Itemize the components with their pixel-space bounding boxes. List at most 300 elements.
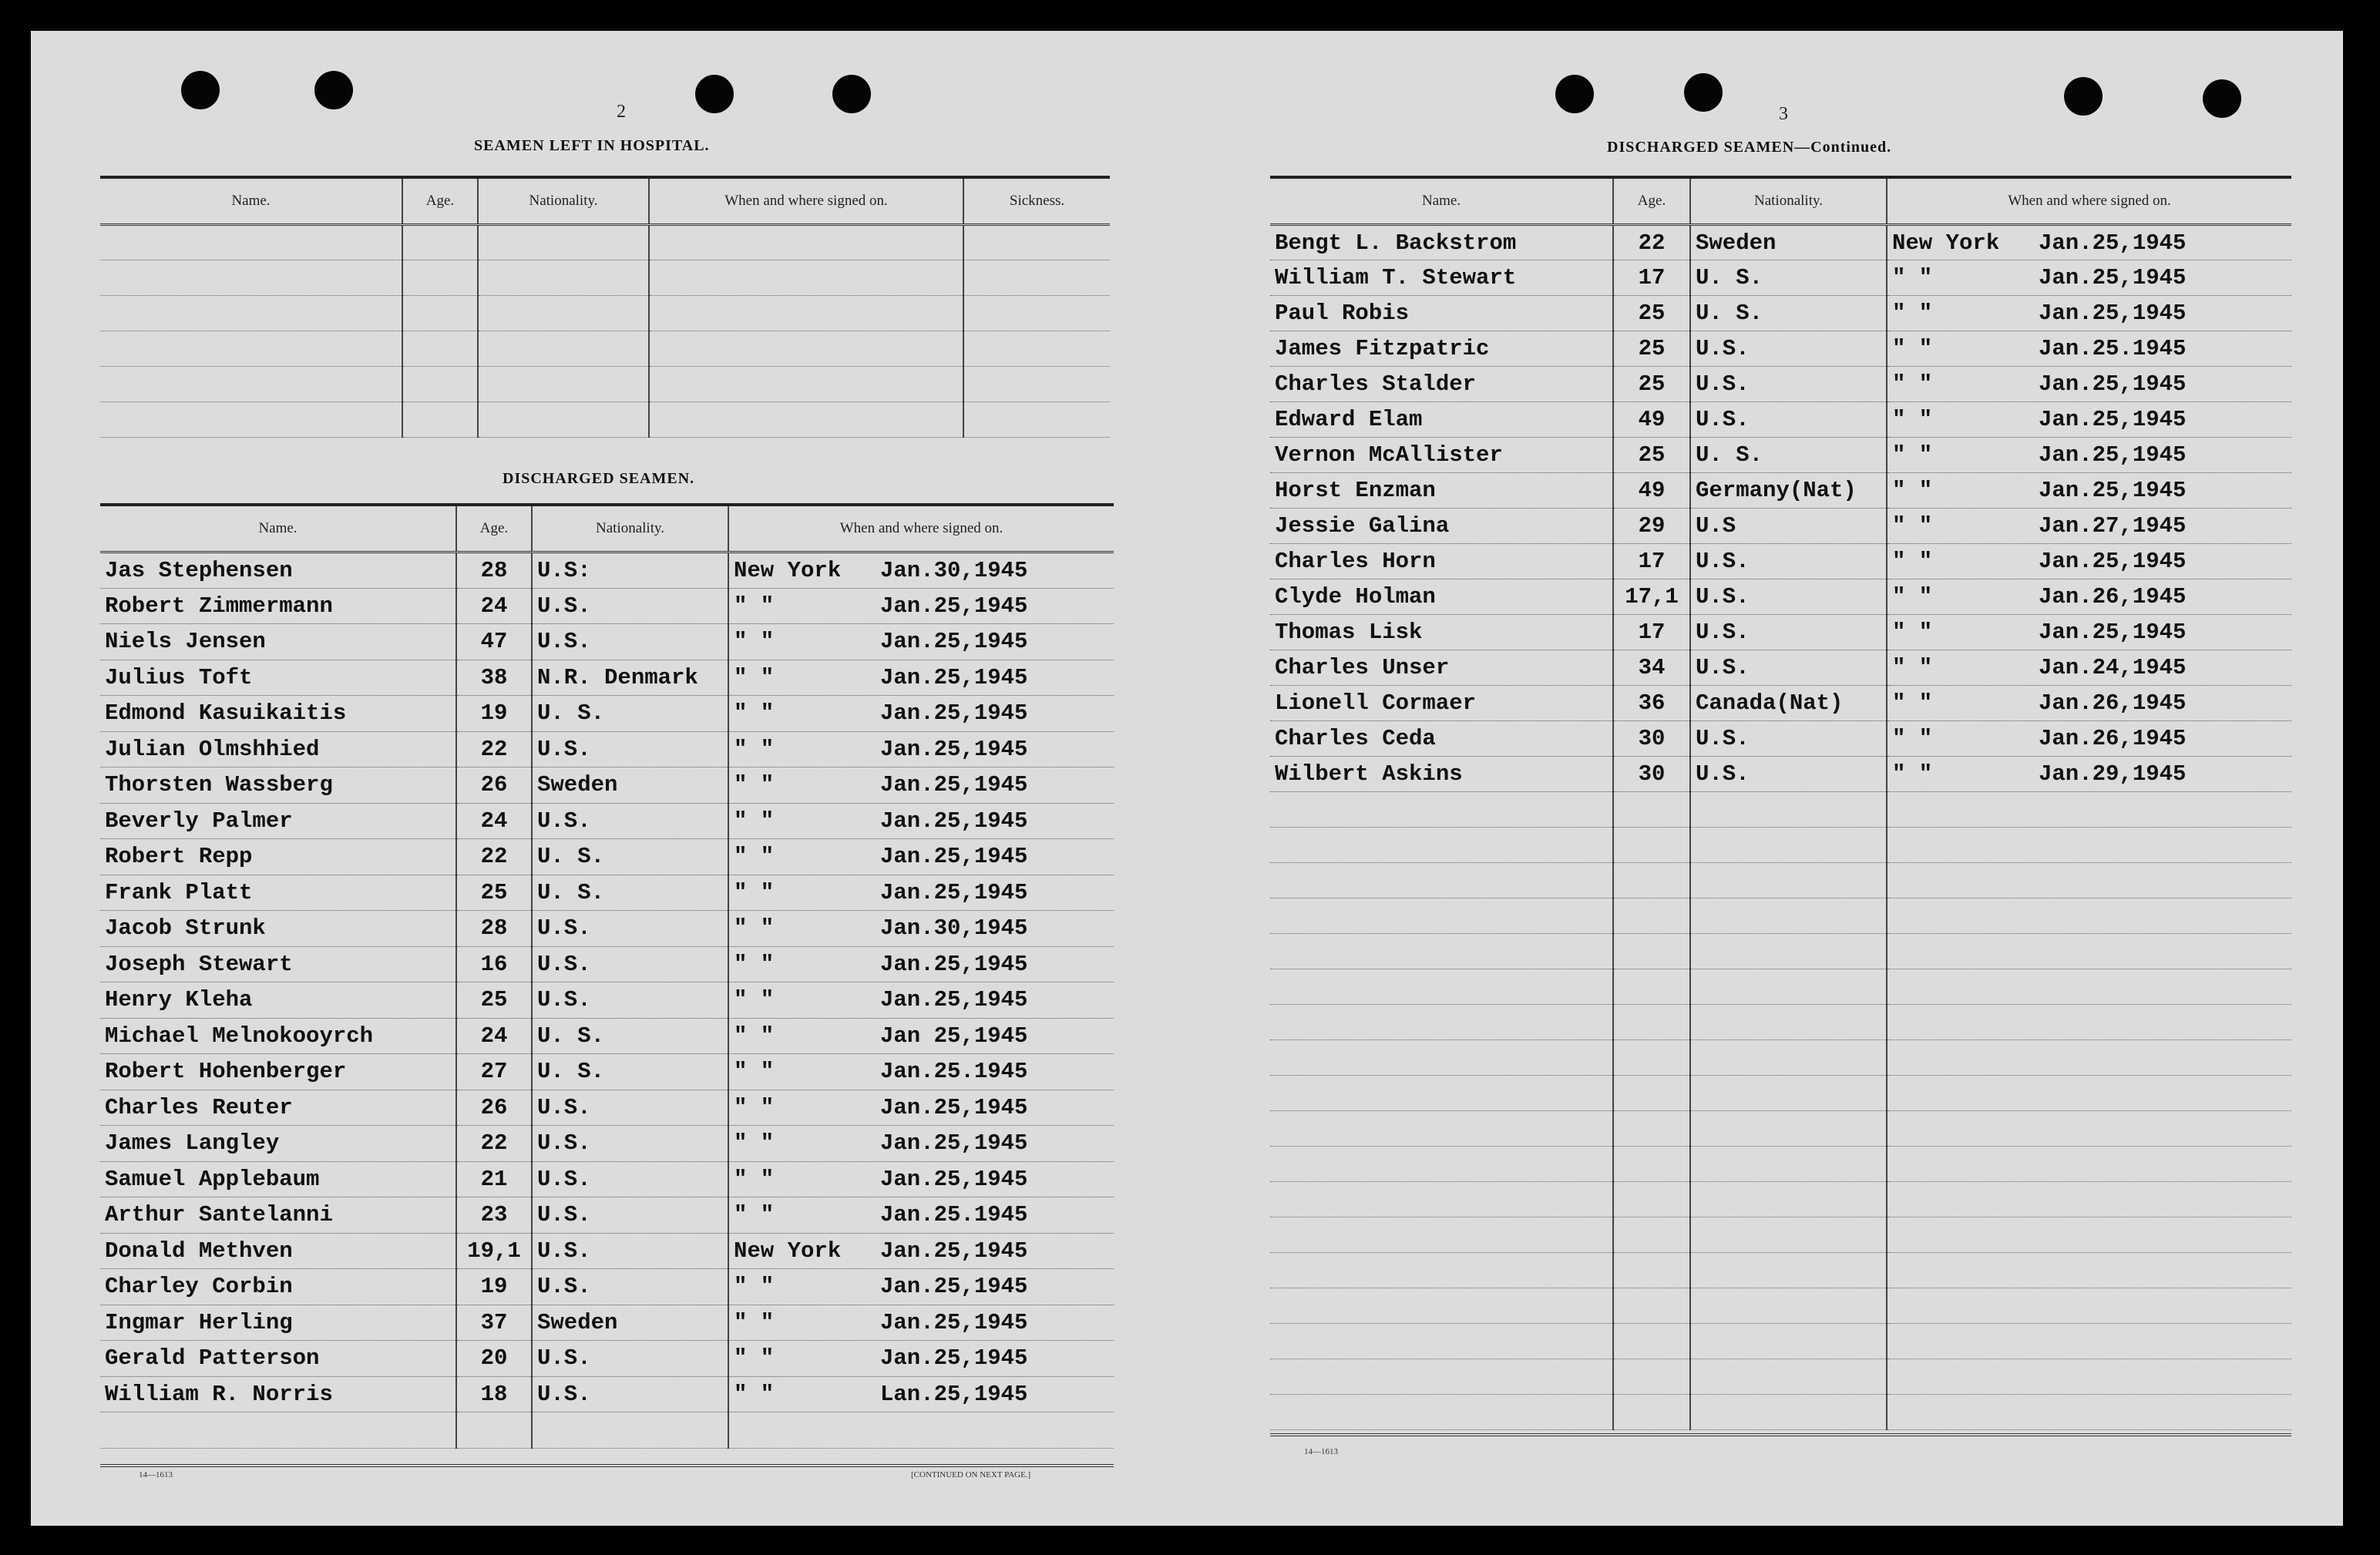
seaman-age: 22 [456, 839, 532, 875]
seaman-nationality: U. S. [532, 696, 728, 732]
discharged-continued-title: DISCHARGED SEAMEN—Continued. [1607, 139, 1892, 156]
signed-on-cell [1887, 438, 2291, 473]
signed-on-date: Jan.25,1945 [2039, 230, 2187, 256]
seaman-nationality: U.S. [1690, 331, 1887, 367]
empty-cell [100, 402, 402, 438]
empty-cell [1270, 828, 1613, 863]
signed-on-cell [728, 1197, 1114, 1234]
empty-cell [456, 1412, 532, 1449]
seaman-name: James Fitzpatric [1270, 331, 1613, 367]
seaman-nationality: U.S. [532, 1161, 728, 1197]
signed-on-place: " " [1892, 478, 1933, 503]
col-header-nationality: Nationality. [478, 177, 649, 225]
table-row [1270, 579, 2291, 615]
empty-cell [100, 225, 402, 260]
empty-cell [1613, 969, 1690, 1005]
seaman-name: Joseph Stewart [100, 946, 456, 982]
seaman-name: Horst Enzman [1270, 473, 1613, 509]
empty-cell [1270, 934, 1613, 969]
form-number-right: 14—1613 [1304, 1447, 1338, 1456]
seaman-name: Henry Kleha [100, 982, 456, 1019]
seaman-nationality: U.S. [532, 946, 728, 982]
seaman-nationality: U. S. [532, 1018, 728, 1054]
seaman-nationality: U. S. [532, 839, 728, 875]
empty-cell [1270, 1217, 1613, 1253]
signed-on-date: Jan.30,1945 [880, 915, 1028, 942]
seaman-nationality: U.S. [532, 1126, 728, 1162]
seaman-nationality: Germany(Nat) [1690, 473, 1887, 509]
seaman-nationality: Sweden [532, 767, 728, 804]
empty-row [1270, 1076, 2291, 1111]
empty-cell [1690, 1076, 1887, 1111]
seaman-nationality: U.S. [532, 588, 728, 624]
empty-cell [649, 260, 963, 296]
empty-cell [1613, 1217, 1690, 1253]
signed-on-cell [1887, 509, 2291, 544]
seaman-age: 26 [456, 767, 532, 804]
empty-cell [1690, 792, 1887, 828]
table-row [100, 767, 1114, 804]
table-row [1270, 260, 2291, 296]
signed-on-place: " " [1892, 620, 1933, 645]
signed-on-place: " " [734, 700, 775, 727]
signed-on-cell [1887, 402, 2291, 438]
empty-cell [532, 1412, 728, 1449]
empty-cell [1613, 1111, 1690, 1147]
signed-on-cell [728, 696, 1114, 732]
signed-on-place: " " [734, 987, 775, 1013]
seaman-age: 17 [1613, 260, 1690, 296]
seaman-nationality: U.S. [1690, 544, 1887, 579]
empty-cell [1887, 1324, 2291, 1359]
empty-cell [1613, 1147, 1690, 1182]
signed-on-cell [728, 1376, 1114, 1412]
empty-cell [1690, 1111, 1887, 1147]
seaman-age: 17 [1613, 544, 1690, 579]
empty-cell [1887, 969, 2291, 1005]
signed-on-place: " " [1892, 655, 1933, 680]
form-number-left: 14—1613 [139, 1470, 173, 1479]
seaman-name: Robert Hohenberger [100, 1054, 456, 1090]
empty-cell [1270, 1395, 1613, 1430]
signed-on-place: New York [734, 557, 842, 583]
empty-cell [649, 331, 963, 367]
empty-cell [728, 1412, 1114, 1449]
seaman-nationality: U.S. [532, 624, 728, 660]
empty-cell [1270, 863, 1613, 898]
seaman-nationality: U.S. [532, 1090, 728, 1126]
signed-on-date: Jan.25,1945 [880, 1274, 1028, 1300]
signed-on-cell [728, 588, 1114, 624]
signed-on-cell [728, 839, 1114, 875]
seaman-nationality: U.S. [532, 911, 728, 947]
seaman-nationality: U.S. [532, 1376, 728, 1412]
signed-on-cell [1887, 473, 2291, 509]
seaman-name: Charles Reuter [100, 1090, 456, 1126]
signed-on-date: Jan.25,1945 [2039, 301, 2187, 326]
empty-cell [1887, 898, 2291, 934]
bottom-rule-right [1270, 1433, 2291, 1436]
signed-on-cell [1887, 686, 2291, 721]
seaman-age: 49 [1613, 402, 1690, 438]
empty-cell [1270, 792, 1613, 828]
empty-cell [1887, 1040, 2291, 1076]
bottom-rule-left [100, 1464, 1114, 1467]
seaman-name: Jas Stephensen [100, 552, 456, 589]
signed-on-date: Jan.25,1945 [880, 1166, 1028, 1192]
seaman-nationality: U.S. [532, 731, 728, 767]
empty-cell [478, 225, 649, 260]
empty-cell [1887, 1253, 2291, 1288]
seaman-nationality: U.S: [532, 552, 728, 589]
seaman-nationality: U.S. [1690, 650, 1887, 686]
seaman-name: Charles Horn [1270, 544, 1613, 579]
empty-cell [649, 367, 963, 402]
page-number-right: 3 [1779, 104, 1788, 124]
empty-cell [1690, 1395, 1887, 1430]
empty-cell [1270, 1111, 1613, 1147]
table-row [100, 1054, 1114, 1090]
page-number-left: 2 [617, 102, 626, 122]
seaman-nationality: U.S. [1690, 402, 1887, 438]
signed-on-date: Jan.25,1945 [2039, 371, 2187, 397]
seaman-nationality: Sweden [532, 1305, 728, 1341]
signed-on-place: " " [734, 1274, 775, 1300]
signed-on-cell [1887, 615, 2291, 650]
seaman-age: 24 [456, 1018, 532, 1054]
seaman-name: Wilbert Askins [1270, 757, 1613, 792]
empty-cell [1270, 1040, 1613, 1076]
signed-on-date: Jan.25,1945 [880, 772, 1028, 798]
table-row [100, 1233, 1114, 1269]
empty-cell [649, 402, 963, 438]
signed-on-date: Jan.25,1945 [880, 1094, 1028, 1120]
signed-on-place: " " [734, 1166, 775, 1192]
signed-on-place: " " [734, 1202, 775, 1228]
seaman-age: 25 [1613, 367, 1690, 402]
table-row [100, 660, 1114, 696]
empty-cell [1613, 1040, 1690, 1076]
signed-on-date: Jan.25.1945 [880, 1202, 1028, 1228]
seaman-name: Edward Elam [1270, 402, 1613, 438]
punch-hole [2064, 77, 2103, 116]
table-row [1270, 544, 2291, 579]
signed-on-date: Jan.25,1945 [880, 1238, 1028, 1264]
empty-row [1270, 1005, 2291, 1040]
table-row [100, 1161, 1114, 1197]
signed-on-cell [728, 946, 1114, 982]
signed-on-place: " " [1892, 371, 1933, 397]
seaman-name: William T. Stewart [1270, 260, 1613, 296]
signed-on-cell [728, 982, 1114, 1019]
empty-cell [649, 296, 963, 331]
discharged-table-right [1270, 176, 2291, 1430]
empty-cell [1613, 934, 1690, 969]
seaman-age: 49 [1613, 473, 1690, 509]
signed-on-place: " " [1892, 407, 1933, 432]
seaman-name: Jacob Strunk [100, 911, 456, 947]
seaman-name: Charles Stalder [1270, 367, 1613, 402]
punch-hole [314, 71, 353, 109]
seaman-age: 37 [456, 1305, 532, 1341]
signed-on-place: " " [734, 1345, 775, 1372]
signed-on-cell [1887, 260, 2291, 296]
seaman-nationality: U.S. [532, 982, 728, 1019]
empty-cell [1690, 969, 1887, 1005]
empty-cell [1613, 1395, 1690, 1430]
seaman-name: Beverly Palmer [100, 803, 456, 839]
seaman-nationality: U.S. [532, 1341, 728, 1377]
seaman-name: Samuel Applebaum [100, 1161, 456, 1197]
empty-row [1270, 1182, 2291, 1217]
empty-cell [478, 296, 649, 331]
col-header-name: Name. [100, 177, 402, 225]
empty-cell [100, 296, 402, 331]
seaman-age: 23 [456, 1197, 532, 1234]
empty-cell [963, 225, 1110, 260]
empty-cell [1270, 1182, 1613, 1217]
signed-on-date: Jan.25,1945 [880, 664, 1028, 690]
empty-cell [1270, 1324, 1613, 1359]
discharged-section-title: DISCHARGED SEAMEN. [503, 470, 695, 487]
empty-cell [1270, 1359, 1613, 1395]
table-row [1270, 615, 2291, 650]
empty-row [1270, 1217, 2291, 1253]
empty-row [100, 260, 1110, 296]
signed-on-date: Jan.26,1945 [2039, 690, 2187, 716]
signed-on-cell [728, 552, 1114, 589]
signed-on-cell [728, 767, 1114, 804]
empty-cell [1887, 792, 2291, 828]
seaman-name: Charley Corbin [100, 1269, 456, 1305]
seaman-nationality: Sweden [1690, 225, 1887, 260]
seaman-name: Gerald Patterson [100, 1341, 456, 1377]
empty-cell [1690, 1005, 1887, 1040]
empty-cell [402, 260, 478, 296]
signed-on-date: Jan.25,1945 [880, 700, 1028, 727]
table-row [1270, 509, 2291, 544]
signed-on-cell [728, 1126, 1114, 1162]
empty-cell [1270, 1288, 1613, 1324]
signed-on-date: Jan.27,1945 [2039, 513, 2187, 539]
punch-hole [2203, 79, 2241, 118]
empty-cell [1613, 863, 1690, 898]
seaman-name: Edmond Kasuikaitis [100, 696, 456, 732]
signed-on-place: " " [734, 808, 775, 834]
seaman-nationality: U. S. [1690, 260, 1887, 296]
signed-on-place: New York [1892, 230, 2000, 256]
table-row [100, 982, 1114, 1019]
signed-on-cell [728, 803, 1114, 839]
empty-cell [1613, 1253, 1690, 1288]
empty-cell [402, 331, 478, 367]
empty-cell [1613, 1182, 1690, 1217]
empty-cell [1270, 1147, 1613, 1182]
signed-on-cell [1887, 721, 2291, 757]
empty-cell [478, 260, 649, 296]
seaman-age: 21 [456, 1161, 532, 1197]
seaman-name: Charles Ceda [1270, 721, 1613, 757]
empty-cell [1887, 934, 2291, 969]
empty-cell [1690, 863, 1887, 898]
signed-on-cell [728, 624, 1114, 660]
table-row [1270, 686, 2291, 721]
signed-on-date: Jan.25,1945 [2039, 478, 2187, 503]
col-header-age: Age. [456, 505, 532, 552]
seaman-name: Clyde Holman [1270, 579, 1613, 615]
empty-cell [1613, 898, 1690, 934]
seaman-age: 34 [1613, 650, 1690, 686]
seaman-name: Lionell Cormaer [1270, 686, 1613, 721]
table-row [100, 1090, 1114, 1126]
table-row [100, 624, 1114, 660]
signed-on-place: " " [1892, 726, 1933, 751]
seaman-age: 22 [456, 1126, 532, 1162]
discharged-table-left [100, 503, 1114, 1449]
signed-on-cell [728, 875, 1114, 911]
empty-cell [100, 367, 402, 402]
signed-on-cell [728, 1090, 1114, 1126]
empty-cell [1270, 1005, 1613, 1040]
empty-row [1270, 828, 2291, 863]
empty-row [1270, 1111, 2291, 1147]
empty-row [1270, 969, 2291, 1005]
table-row [100, 946, 1114, 982]
signed-on-place: " " [734, 915, 775, 942]
signed-on-place: " " [734, 1130, 775, 1157]
signed-on-place: " " [734, 772, 775, 798]
empty-cell [1690, 898, 1887, 934]
table-row [100, 875, 1114, 911]
empty-cell [963, 260, 1110, 296]
empty-cell [963, 367, 1110, 402]
signed-on-date: Jan.25,1945 [2039, 620, 2187, 645]
signed-on-date: Jan.25,1945 [880, 951, 1028, 977]
signed-on-date: Jan.25,1945 [880, 879, 1028, 905]
signed-on-place: " " [734, 879, 775, 905]
empty-cell [478, 367, 649, 402]
seaman-age: 16 [456, 946, 532, 982]
signed-on-place: " " [1892, 336, 1933, 361]
seaman-name: Niels Jensen [100, 624, 456, 660]
seaman-nationality: U.S [1690, 509, 1887, 544]
seaman-age: 22 [1613, 225, 1690, 260]
signed-on-place: " " [1892, 761, 1933, 787]
table-row [100, 1126, 1114, 1162]
empty-cell [1613, 1288, 1690, 1324]
empty-row [1270, 898, 2291, 934]
empty-cell [478, 331, 649, 367]
empty-cell [963, 402, 1110, 438]
signed-on-place: " " [734, 951, 775, 977]
seaman-age: 19 [456, 696, 532, 732]
seaman-age: 27 [456, 1054, 532, 1090]
empty-row [1270, 1253, 2291, 1288]
signed-on-place: " " [1892, 584, 1933, 610]
seaman-age: 26 [456, 1090, 532, 1126]
seaman-nationality: U.S. [1690, 579, 1887, 615]
signed-on-date: Jan.25,1945 [880, 736, 1028, 762]
empty-cell [1613, 1324, 1690, 1359]
empty-row [100, 1412, 1114, 1449]
seaman-name: Charles Unser [1270, 650, 1613, 686]
signed-on-cell [728, 1341, 1114, 1377]
empty-row [1270, 934, 2291, 969]
signed-on-date: Jan.25,1945 [880, 1130, 1028, 1157]
signed-on-cell [728, 1054, 1114, 1090]
seaman-age: 25 [1613, 438, 1690, 473]
seaman-name: Frank Platt [100, 875, 456, 911]
empty-cell [963, 331, 1110, 367]
empty-cell [402, 296, 478, 331]
seaman-name: Ingmar Herling [100, 1305, 456, 1341]
seaman-age: 24 [456, 803, 532, 839]
signed-on-cell [728, 911, 1114, 947]
empty-cell [1887, 1076, 2291, 1111]
signed-on-date: Jan.25,1945 [2039, 265, 2187, 291]
signed-on-cell [1887, 757, 2291, 792]
seaman-nationality: U. S. [532, 875, 728, 911]
seaman-name: William R. Norris [100, 1376, 456, 1412]
seaman-name: Michael Melnokooyrch [100, 1018, 456, 1054]
signed-on-date: Jan.25,1945 [880, 808, 1028, 834]
table-row [1270, 650, 2291, 686]
ledger-sheet [31, 31, 2343, 1526]
table-row [1270, 296, 2291, 331]
punch-hole [832, 75, 871, 113]
signed-on-place: " " [734, 1381, 775, 1407]
seaman-name: Robert Zimmermann [100, 588, 456, 624]
seaman-age: 17 [1613, 615, 1690, 650]
signed-on-cell [1887, 296, 2291, 331]
signed-on-place: " " [1892, 265, 1933, 291]
signed-on-place: " " [1892, 549, 1933, 574]
seaman-name: Vernon McAllister [1270, 438, 1613, 473]
seaman-age: 24 [456, 588, 532, 624]
table-row [100, 1376, 1114, 1412]
table-row [100, 839, 1114, 875]
signed-on-date: Jan.25,1945 [880, 1309, 1028, 1335]
seaman-nationality: U. S. [1690, 296, 1887, 331]
table-row [100, 588, 1114, 624]
empty-cell [478, 402, 649, 438]
empty-cell [1887, 1288, 2291, 1324]
seaman-name: Donald Methven [100, 1233, 456, 1269]
empty-cell [1613, 828, 1690, 863]
empty-row [100, 225, 1110, 260]
empty-cell [100, 1412, 456, 1449]
empty-cell [1887, 1395, 2291, 1430]
signed-on-date: Jan 25,1945 [880, 1023, 1028, 1049]
seaman-age: 25 [456, 982, 532, 1019]
signed-on-place: " " [734, 736, 775, 762]
table-row [1270, 721, 2291, 757]
signed-on-cell [1887, 225, 2291, 260]
punch-hole [181, 71, 220, 109]
signed-on-cell [1887, 367, 2291, 402]
signed-on-place: " " [1892, 442, 1933, 468]
hospital-section-title: SEAMEN LEFT IN HOSPITAL. [474, 137, 710, 154]
table-row [100, 911, 1114, 947]
signed-on-date: Jan.29,1945 [2039, 761, 2187, 787]
signed-on-cell [728, 1233, 1114, 1269]
seaman-nationality: U.S. [532, 1233, 728, 1269]
table-row [1270, 367, 2291, 402]
signed-on-cell [728, 1305, 1114, 1341]
signed-on-date: Jan.26,1945 [2039, 584, 2187, 610]
empty-cell [1887, 828, 2291, 863]
punch-hole [1555, 75, 1594, 113]
